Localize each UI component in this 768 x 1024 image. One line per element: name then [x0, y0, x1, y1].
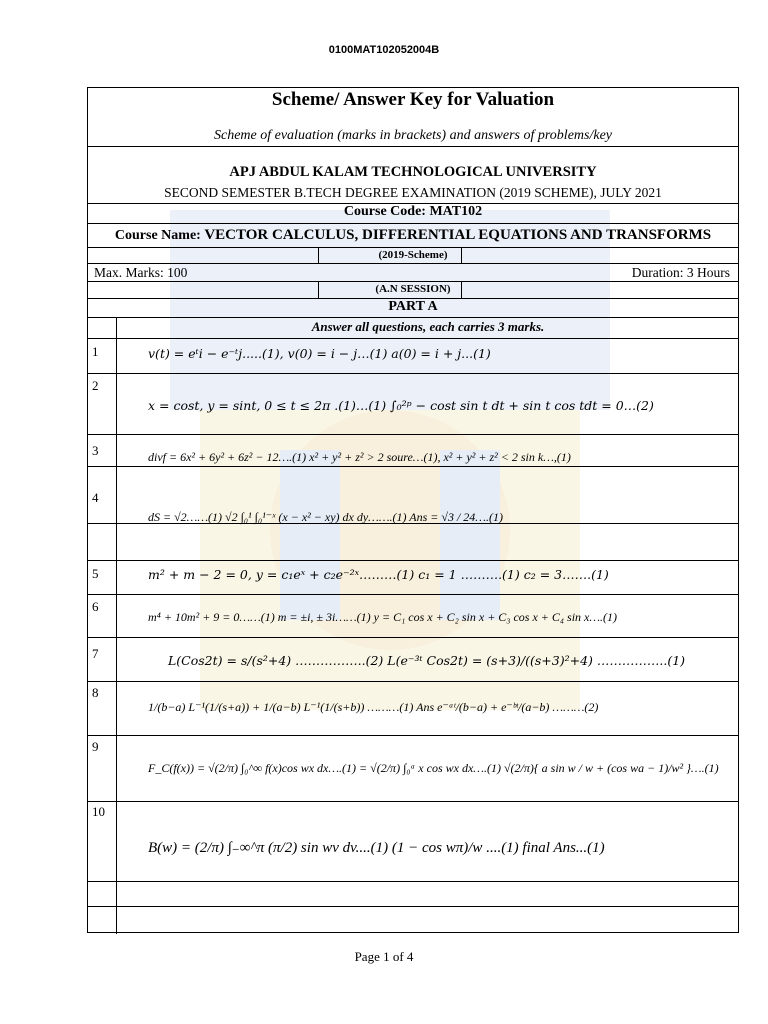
question-number: 4: [92, 490, 99, 505]
question-answer: x = cost, y = sint, 0 ≤ t ≤ 2π .(1)…(1) ∫₀²ᵖ − cost sin t dt + sin t cos tdt = 0…(2): [148, 398, 654, 413]
course-name-label: Course Name:: [114, 228, 205, 243]
question-number: 9: [92, 739, 99, 754]
question-number: 1: [92, 344, 99, 359]
question-answer: m² + m − 2 = 0, y = c₁eˣ + c₂e⁻²ˣ………(1) c₁ = 1 ……….(1) c₂ = 3…….(1): [148, 567, 609, 582]
question-answer: v(t) = eᵗi − e⁻ᵗj.....(1), v(0) = i − j…(1) a(0) = i + j...(1): [148, 346, 491, 361]
question-number: 8: [92, 685, 99, 700]
scheme-label: (2019-Scheme): [378, 249, 448, 261]
question-answer: L(Cos2t) = s/(s²+4) ……………..(2) L(e⁻³ᵗ Cos2t) = (s+3)/((s+3)²+4) ……………..(1): [168, 653, 686, 668]
max-marks: Max. Marks: 100: [94, 265, 188, 280]
page-number: Page 1 of 4: [354, 949, 414, 964]
question-answer: F_C(f(x)) = √(2/π) ∫₀^∞ f(x)cos wx dx….(1) = √(2/π) ∫₀ᵃ x cos wx dx….(1) √(2/π){ a sin w / w + (cos wa − 1)/w² }….(1): [148, 761, 719, 775]
document-subtitle: Scheme of evaluation (marks in brackets) and answers of problems/key: [213, 128, 612, 143]
session-label: (A.N SESSION): [375, 283, 451, 295]
question-number: 2: [92, 378, 99, 393]
document-title: Scheme/ Answer Key for Valuation: [271, 89, 555, 110]
document-code: 0100MAT102052004B: [328, 44, 440, 56]
part-title: PART A: [388, 299, 438, 314]
exam-name: SECOND SEMESTER B.TECH DEGREE EXAMINATION (2019 SCHEME), JULY 2021: [164, 185, 662, 200]
course-name: VECTOR CALCULUS, DIFFERENTIAL EQUATIONS AND TRANSFORMS: [204, 227, 712, 243]
question-answer: m⁴ + 10m² + 9 = 0……(1) m = ±i, ± 3i……(1) y = C₁ cos x + C₂ sin x + C₃ cos x + C₄ sin x….(1): [148, 610, 618, 624]
question-number: 6: [92, 599, 99, 614]
question-answer: divf = 6x² + 6y² + 6z² − 12….(1) x² + y² + z² > 2 soure…(1), x² + y² + z² < 2 sin k…,(1): [148, 450, 571, 464]
answer-key-table: [87, 87, 739, 933]
question-number: 10: [92, 804, 105, 819]
course-name-line: [88, 227, 738, 244]
question-answer: dS = √2……(1) √2 ∫₀¹ ∫₀¹⁻ˣ (x − x² − xy) dx dy…….(1) Ans = √3 / 24….(1): [148, 510, 503, 524]
university-name: APJ ABDUL KALAM TECHNOLOGICAL UNIVERSITY: [229, 164, 597, 180]
question-number: 5: [92, 566, 99, 581]
duration: Duration: 3 Hours: [631, 265, 730, 280]
question-answer: B(w) = (2/π) ∫₋∞^π (π/2) sin wv dv....(1) (1 − cos wπ)/w ....(1) final Ans...(1): [148, 840, 605, 856]
question-number: 3: [92, 443, 99, 458]
part-instruction: Answer all questions, each carries 3 marks.: [311, 319, 545, 334]
question-number: 7: [92, 646, 99, 661]
course-code: Course Code: MAT102: [343, 204, 483, 219]
question-answer: 1/(b−a) L⁻¹(1/(s+a)) + 1/(a−b) L⁻¹(1/(s+b)) ………(1) Ans e⁻ᵃᵗ/(b−a) + e⁻ᵇᵗ/(a−b) ………(2): [148, 700, 599, 714]
